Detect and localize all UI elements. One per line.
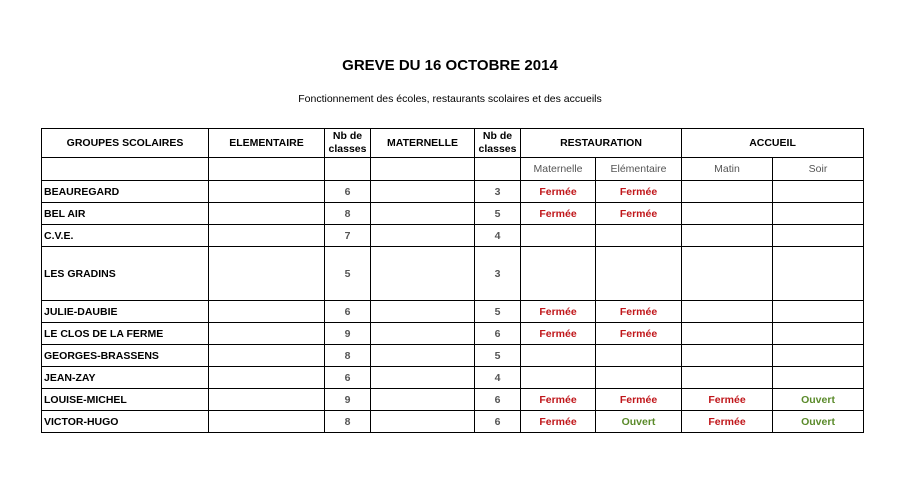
- subheader-acc-soir: Soir: [773, 158, 864, 181]
- restauration-maternelle-status: [521, 247, 596, 301]
- header-row: [42, 129, 864, 158]
- header-groupes: GROUPES SCOLAIRES: [42, 129, 209, 158]
- elementaire-class-count: 9: [325, 323, 371, 345]
- accueil-soir-status: [773, 247, 864, 301]
- table-row: [42, 411, 864, 433]
- restauration-elementaire-status: [596, 345, 682, 367]
- elementaire-class-count: 6: [325, 301, 371, 323]
- restauration-elementaire-status: Fermée: [596, 323, 682, 345]
- restauration-maternelle-status: Fermée: [521, 181, 596, 203]
- page-subtitle: Fonctionnement des écoles, restaurants scolaires et des accueils: [298, 93, 602, 105]
- maternelle-cell: [371, 203, 475, 225]
- accueil-soir-status: [773, 301, 864, 323]
- elementaire-cell: [209, 203, 325, 225]
- school-name: LOUISE-MICHEL: [42, 389, 209, 411]
- accueil-soir-status: [773, 323, 864, 345]
- restauration-elementaire-status: Fermée: [596, 181, 682, 203]
- accueil-matin-status: Fermée: [682, 411, 773, 433]
- maternelle-class-count: 6: [475, 389, 521, 411]
- accueil-matin-status: [682, 345, 773, 367]
- restauration-maternelle-status: Fermée: [521, 411, 596, 433]
- school-name: LES GRADINS: [42, 247, 209, 301]
- header-elementaire: ELEMENTAIRE: [209, 129, 325, 158]
- school-name: BEAUREGARD: [42, 181, 209, 203]
- accueil-matin-status: [682, 247, 773, 301]
- table-row: [42, 389, 864, 411]
- school-name: BEL AIR: [42, 203, 209, 225]
- empty-cell: [475, 158, 521, 181]
- table-row: [42, 225, 864, 247]
- maternelle-class-count: 6: [475, 323, 521, 345]
- elementaire-cell: [209, 225, 325, 247]
- maternelle-class-count: 3: [475, 247, 521, 301]
- restauration-elementaire-status: [596, 225, 682, 247]
- elementaire-cell: [209, 389, 325, 411]
- school-name: VICTOR-HUGO: [42, 411, 209, 433]
- accueil-matin-status: [682, 367, 773, 389]
- accueil-soir-status: [773, 367, 864, 389]
- subheader-acc-matin: Matin: [682, 158, 773, 181]
- accueil-matin-status: Fermée: [682, 389, 773, 411]
- school-name: JEAN-ZAY: [42, 367, 209, 389]
- header-accueil: ACCUEIL: [682, 129, 864, 158]
- maternelle-class-count: 5: [475, 203, 521, 225]
- elementaire-class-count: 6: [325, 181, 371, 203]
- maternelle-cell: [371, 301, 475, 323]
- maternelle-class-count: 4: [475, 367, 521, 389]
- maternelle-class-count: 6: [475, 411, 521, 433]
- table-row: [42, 203, 864, 225]
- accueil-soir-status: [773, 345, 864, 367]
- elementaire-cell: [209, 247, 325, 301]
- elementaire-class-count: 5: [325, 247, 371, 301]
- subheader-row: [42, 158, 864, 181]
- restauration-maternelle-status: Fermée: [521, 301, 596, 323]
- restauration-elementaire-status: Fermée: [596, 203, 682, 225]
- restauration-elementaire-status: Fermée: [596, 389, 682, 411]
- subheader-rest-maternelle: Maternelle: [521, 158, 596, 181]
- accueil-matin-status: [682, 301, 773, 323]
- school-name: C.V.E.: [42, 225, 209, 247]
- maternelle-cell: [371, 247, 475, 301]
- maternelle-class-count: 3: [475, 181, 521, 203]
- table-row: [42, 181, 864, 203]
- empty-cell: [371, 158, 475, 181]
- accueil-soir-status: Ouvert: [773, 411, 864, 433]
- accueil-matin-status: [682, 203, 773, 225]
- restauration-elementaire-status: [596, 367, 682, 389]
- elementaire-class-count: 7: [325, 225, 371, 247]
- maternelle-class-count: 4: [475, 225, 521, 247]
- maternelle-class-count: 5: [475, 345, 521, 367]
- empty-cell: [209, 158, 325, 181]
- elementaire-class-count: 8: [325, 411, 371, 433]
- school-name: GEORGES-BRASSENS: [42, 345, 209, 367]
- elementaire-class-count: 8: [325, 203, 371, 225]
- header-nb-classes-maternelle: Nb de classes: [475, 129, 521, 158]
- restauration-maternelle-status: [521, 367, 596, 389]
- accueil-soir-status: Ouvert: [773, 389, 864, 411]
- maternelle-cell: [371, 225, 475, 247]
- accueil-soir-status: [773, 181, 864, 203]
- elementaire-class-count: 9: [325, 389, 371, 411]
- elementaire-class-count: 8: [325, 345, 371, 367]
- table-row: [42, 247, 864, 301]
- school-name: LE CLOS DE LA FERME: [42, 323, 209, 345]
- restauration-elementaire-status: Ouvert: [596, 411, 682, 433]
- maternelle-cell: [371, 345, 475, 367]
- strike-status-table: [41, 128, 864, 433]
- elementaire-cell: [209, 301, 325, 323]
- elementaire-cell: [209, 411, 325, 433]
- table-row: [42, 367, 864, 389]
- elementaire-cell: [209, 367, 325, 389]
- restauration-maternelle-status: Fermée: [521, 389, 596, 411]
- elementaire-cell: [209, 323, 325, 345]
- restauration-maternelle-status: Fermée: [521, 323, 596, 345]
- accueil-soir-status: [773, 225, 864, 247]
- restauration-maternelle-status: Fermée: [521, 203, 596, 225]
- accueil-matin-status: [682, 225, 773, 247]
- empty-cell: [325, 158, 371, 181]
- restauration-maternelle-status: [521, 225, 596, 247]
- accueil-matin-status: [682, 181, 773, 203]
- maternelle-cell: [371, 389, 475, 411]
- maternelle-cell: [371, 323, 475, 345]
- table-row: [42, 301, 864, 323]
- maternelle-cell: [371, 411, 475, 433]
- elementaire-cell: [209, 181, 325, 203]
- page-title: GREVE DU 16 OCTOBRE 2014: [342, 57, 558, 74]
- elementaire-cell: [209, 345, 325, 367]
- maternelle-cell: [371, 181, 475, 203]
- table-row: [42, 323, 864, 345]
- maternelle-cell: [371, 367, 475, 389]
- accueil-soir-status: [773, 203, 864, 225]
- header-restauration: RESTAURATION: [521, 129, 682, 158]
- header-nb-classes-elementaire: Nb de classes: [325, 129, 371, 158]
- maternelle-class-count: 5: [475, 301, 521, 323]
- restauration-maternelle-status: [521, 345, 596, 367]
- empty-cell: [42, 158, 209, 181]
- restauration-elementaire-status: [596, 247, 682, 301]
- elementaire-class-count: 6: [325, 367, 371, 389]
- school-name: JULIE-DAUBIE: [42, 301, 209, 323]
- restauration-elementaire-status: Fermée: [596, 301, 682, 323]
- accueil-matin-status: [682, 323, 773, 345]
- table-row: [42, 345, 864, 367]
- subheader-rest-elementaire: Elémentaire: [596, 158, 682, 181]
- header-maternelle: MATERNELLE: [371, 129, 475, 158]
